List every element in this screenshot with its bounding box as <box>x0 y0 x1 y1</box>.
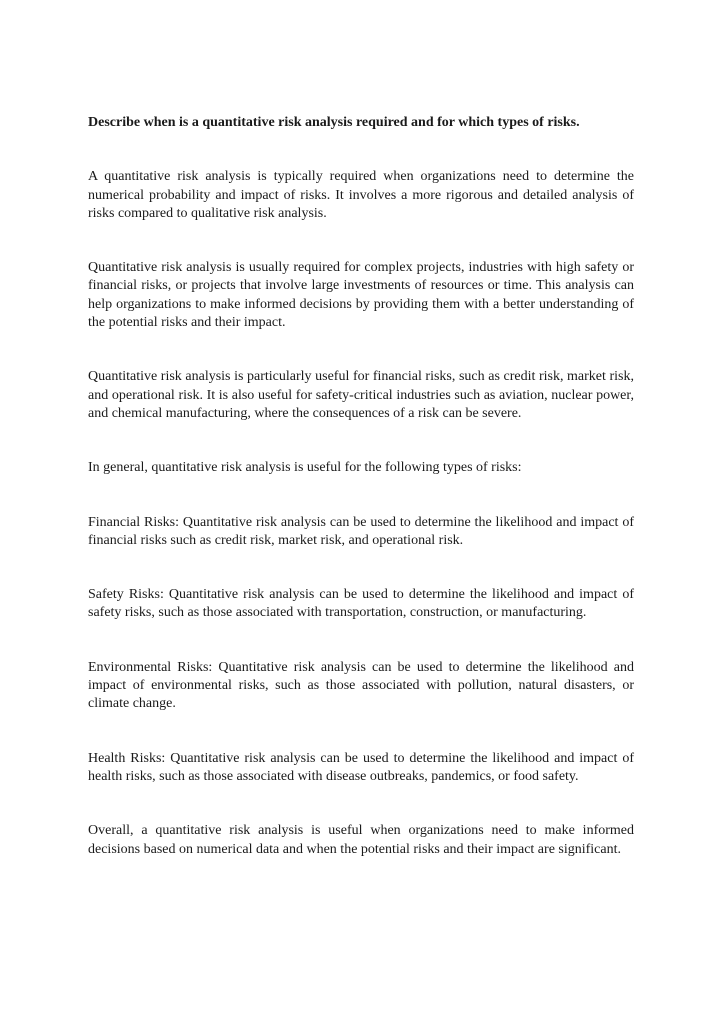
paragraph-particularly-useful: Quantitative risk analysis is particularly useful for financial risks, such as credit risk, market risk, and operational risk. It is also useful for safety-critical industries such as aviation, nuclear power, and chemical manufacturing, where the consequences of a risk can be severe. <box>88 369 634 421</box>
paragraph-conclusion: Overall, a quantitative risk analysis is useful when organizations need to make informed decisions based on numerical data and when the potential risks and their impact are significant. <box>88 823 634 857</box>
paragraph-health-risks: Health Risks: Quantitative risk analysis can be used to determine the likelihood and impact of health risks, such as those associated with disease outbreaks, pandemics, or food safety. <box>88 750 634 784</box>
document-heading: Describe when is a quantitative risk analysis required and for which types of risks. <box>88 115 580 130</box>
spacer <box>88 478 634 514</box>
spacer <box>88 623 634 659</box>
spacer <box>88 786 634 822</box>
spacer <box>88 423 634 459</box>
document-body <box>88 108 634 859</box>
paragraph-when-required: Quantitative risk analysis is usually required for complex projects, industries with high safety or financial risks, or projects that involve large investments of resources or time. This analysis can help organizations to make informed decisions by providing them with a better understanding of the potential risks and their impact. <box>88 260 634 331</box>
spacer <box>88 132 634 168</box>
spacer <box>88 550 634 586</box>
spacer <box>88 714 634 750</box>
paragraph-safety-risks: Safety Risks: Quantitative risk analysis can be used to determine the likelihood and impact of safety risks, such as those associated with transportation, construction, or manufacturing. <box>88 587 634 621</box>
paragraph-intro: A quantitative risk analysis is typically required when organizations need to determine the numerical probability and impact of risks. It involves a more rigorous and detailed analysis of risks compared to qualitative risk analysis. <box>88 169 634 221</box>
spacer <box>88 223 634 259</box>
paragraph-environmental-risks: Environmental Risks: Quantitative risk analysis can be used to determine the likelihood and impact of environmental risks, such as those associated with pollution, natural disasters, or climate change. <box>88 659 634 712</box>
paragraph-financial-risks: Financial Risks: Quantitative risk analysis can be used to determine the likelihood and impact of financial risks such as credit risk, market risk, and operational risk. <box>88 514 634 548</box>
spacer <box>88 332 634 368</box>
paragraph-types-intro: In general, quantitative risk analysis is useful for the following types of risks: <box>88 460 522 476</box>
